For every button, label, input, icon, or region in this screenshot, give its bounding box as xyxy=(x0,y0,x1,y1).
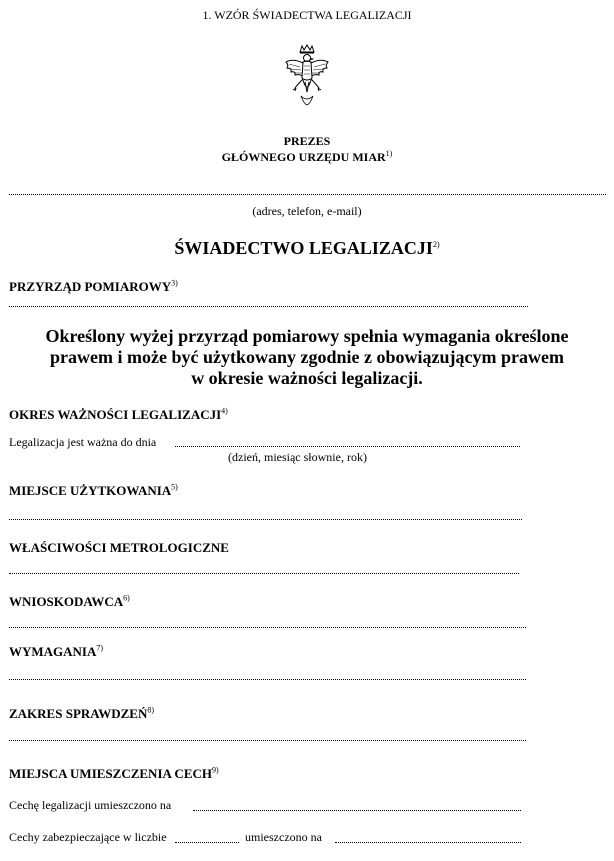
validity-caption: (dzień, miesiąc słownie, rok) xyxy=(228,450,367,464)
validity-text: Legalizacja jest ważna do dnia xyxy=(9,435,157,449)
validity-date-dotted-line xyxy=(175,446,520,447)
section-place-of-use-label: MIEJSCE UŻYTKOWANIA$^{5)}$ xyxy=(9,482,178,498)
marks-location-dotted-line xyxy=(335,842,521,843)
document-header-title: 1. WZÓR ŚWIADECTWA LEGALIZACJI xyxy=(202,8,412,22)
requirements-dotted-line xyxy=(9,679,526,680)
marks-count-dotted-line xyxy=(175,842,239,843)
issuer-line-1: PREZES xyxy=(283,134,331,148)
scope-dotted-line xyxy=(9,740,526,741)
issuer-line-2: GŁÓWNEGO URZĘDU MIAR$^{1)}$ xyxy=(221,149,393,164)
polish-eagle-emblem-icon xyxy=(283,44,331,106)
place-of-use-dotted-line xyxy=(9,519,522,520)
marks-line-1-dotted-line xyxy=(193,810,521,811)
address-dotted-line xyxy=(9,194,606,195)
section-instrument-label: PRZYRZĄD POMIAROWY$^{3)}$ xyxy=(9,278,178,294)
marks-line-2-text-b: umieszczono na xyxy=(245,830,322,844)
instrument-dotted-line xyxy=(9,306,528,307)
applicant-dotted-line xyxy=(9,627,526,628)
certificate-title: ŚWIADECTWO LEGALIZACJI$^{2)}$ xyxy=(174,238,440,258)
marks-line-1-text: Cechę legalizacji umieszczono na xyxy=(9,798,172,812)
address-caption: (adres, telefon, e-mail) xyxy=(252,204,362,218)
section-applicant-label: WNIOSKODAWCA$^{6)}$ xyxy=(9,593,130,609)
section-properties-label: WŁAŚCIWOŚCI METROLOGICZNE xyxy=(9,540,229,555)
section-marks-label: MIEJSCA UMIESZCZENIA CECH$^{9)}$ xyxy=(9,765,219,781)
properties-dotted-line xyxy=(9,573,519,574)
statement-line-3: w okresie ważności legalizacji. xyxy=(191,368,423,388)
marks-line-2-text-a: Cechy zabezpieczające w liczbie xyxy=(9,830,167,844)
section-validity-label: OKRES WAŻNOŚCI LEGALIZACJI$^{4)}$ xyxy=(9,406,228,422)
statement-line-1: Określony wyżej przyrząd pomiarowy spełnia wymagania określone xyxy=(45,326,569,346)
statement-line-2: prawem i może być użytkowany zgodnie z obowiązującym prawem xyxy=(50,347,564,367)
section-requirements-label: WYMAGANIA$^{7)}$ xyxy=(9,643,104,659)
section-scope-label: ZAKRES SPRAWDZEŃ$^{8)}$ xyxy=(9,705,155,721)
